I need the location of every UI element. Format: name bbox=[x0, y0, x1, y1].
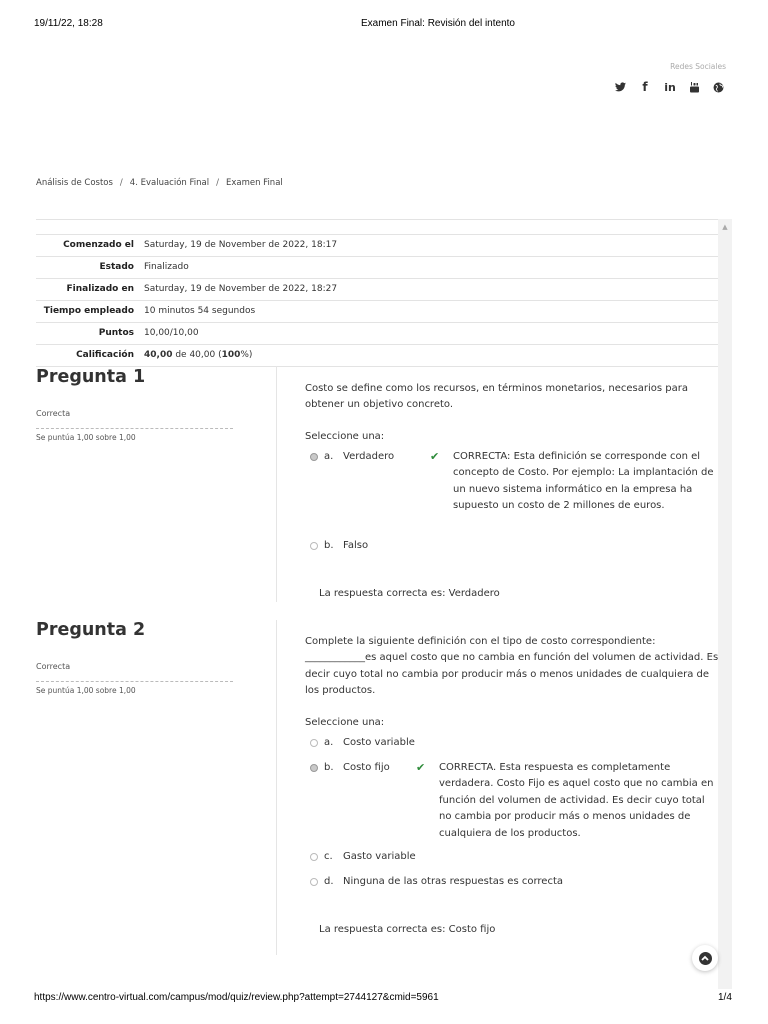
option-letter: a. bbox=[324, 451, 334, 462]
option-letter: b. bbox=[324, 540, 334, 551]
answer-option[interactable] bbox=[310, 735, 415, 751]
summary-row bbox=[36, 257, 718, 279]
breadcrumb-quiz[interactable]: Examen Final bbox=[225, 178, 283, 188]
grade-percent: 100 bbox=[221, 350, 241, 360]
option-letter: b. bbox=[324, 762, 334, 773]
option-feedback: CORRECTA: Esta definición se corresponde con el concepto de Costo. Por ejemplo: La implantación de un nuevo sistema informático en la empresa ha supuesto un costo de 2 millones de euros. bbox=[453, 451, 714, 512]
summary-row bbox=[36, 279, 718, 301]
breadcrumb-separator: / bbox=[119, 178, 123, 188]
question-title: Pregunta 2 bbox=[36, 620, 146, 640]
question-prompt: Seleccione una: bbox=[305, 717, 385, 728]
summary-value: 10,00/10,00 bbox=[144, 328, 199, 338]
print-url: https://www.centro-virtual.com/campus/mod/quiz/review.php?attempt=2744127&cmid=5961 bbox=[34, 992, 439, 1003]
social-links bbox=[615, 80, 724, 94]
radio-button[interactable] bbox=[310, 853, 318, 861]
correct-answer-text: La respuesta correcta es: Verdadero bbox=[319, 588, 500, 599]
grade-suffix: %) bbox=[240, 350, 253, 360]
question-prompt: Seleccione una: bbox=[305, 431, 385, 442]
breadcrumb bbox=[36, 178, 283, 188]
question-grade: Se puntúa 1,00 sobre 1,00 bbox=[36, 428, 233, 442]
question-text: Complete la siguiente definición con el tipo de costo correspondiente: ____________es aquel costo que no cambia en función del volumen de actividad. Es decir cuyo total no cambia por producir más o menos unidades de cualquiera de los productos. bbox=[305, 636, 719, 697]
summary-label: Estado bbox=[99, 262, 134, 272]
question-text: Costo se define como los recursos, en términos monetarios, necesarios para obtener un objetivo concreto. bbox=[305, 383, 688, 411]
print-title: Examen Final: Revisión del intento bbox=[361, 18, 515, 29]
summary-value: Saturday, 19 de November de 2022, 18:17 bbox=[144, 240, 338, 250]
breadcrumb-course[interactable]: Análisis de Costos bbox=[36, 178, 113, 188]
facebook-icon[interactable]: f bbox=[642, 80, 648, 94]
summary-grade-value bbox=[140, 345, 718, 367]
summary-row bbox=[36, 323, 718, 345]
summary-label: Puntos bbox=[98, 328, 134, 338]
option-letter: d. bbox=[324, 876, 334, 887]
breadcrumb-separator: / bbox=[216, 178, 219, 188]
top-divider bbox=[36, 219, 718, 220]
summary-value: Saturday, 19 de November de 2022, 18:27 bbox=[144, 284, 338, 294]
summary-label: Tiempo empleado bbox=[43, 306, 134, 316]
option-label: Verdadero bbox=[343, 451, 395, 462]
option-label: Falso bbox=[343, 540, 369, 551]
option-letter: c. bbox=[324, 851, 333, 862]
summary-row bbox=[36, 301, 718, 323]
summary-row bbox=[36, 235, 718, 257]
check-icon: ✔ bbox=[416, 761, 426, 774]
option-label: Costo fijo bbox=[343, 762, 390, 773]
summary-label: Finalizado en bbox=[66, 284, 134, 294]
social-label: Redes Sociales bbox=[670, 62, 726, 71]
option-feedback: CORRECTA. Esta respuesta es completamente verdadera. Costo Fijo es aquel costo que no cambia en función del volumen de actividad. Es decir cuyo total no cambia por producir más o menos unidades de cualquiera de los productos. bbox=[439, 762, 714, 839]
linkedin-icon[interactable]: in bbox=[664, 80, 676, 94]
print-page-number: 1/4 bbox=[718, 992, 732, 1003]
chevron-up-icon bbox=[699, 952, 712, 965]
question-grade: Se puntúa 1,00 sobre 1,00 bbox=[36, 681, 233, 695]
summary-value: Finalizado bbox=[144, 262, 189, 272]
option-label: Gasto variable bbox=[343, 851, 416, 862]
twitter-icon[interactable] bbox=[615, 82, 626, 92]
correct-answer-text: La respuesta correcta es: Costo fijo bbox=[319, 924, 496, 935]
answer-option[interactable] bbox=[310, 538, 368, 554]
youtube-icon[interactable] bbox=[689, 81, 700, 93]
grade-middle: de 40,00 ( bbox=[172, 350, 222, 360]
print-datetime: 19/11/22, 18:28 bbox=[34, 18, 103, 29]
question-state: Correcta bbox=[36, 409, 71, 418]
summary-label: Comenzado el bbox=[63, 240, 134, 250]
question-divider bbox=[276, 366, 277, 602]
option-label: Costo variable bbox=[343, 737, 415, 748]
radio-button[interactable] bbox=[310, 739, 318, 747]
radio-button-selected[interactable] bbox=[310, 453, 318, 461]
grade-score: 40,00 bbox=[144, 350, 173, 360]
answer-option[interactable] bbox=[310, 449, 715, 515]
summary-label: Calificación bbox=[76, 350, 134, 360]
option-label: Ninguna de las otras respuestas es correcta bbox=[343, 876, 563, 887]
scrollbar[interactable] bbox=[718, 219, 732, 989]
radio-button-selected[interactable] bbox=[310, 764, 318, 772]
scroll-up-arrow-icon[interactable]: ▲ bbox=[722, 223, 728, 231]
check-icon: ✔ bbox=[430, 450, 440, 463]
option-letter: a. bbox=[324, 737, 334, 748]
question-state: Correcta bbox=[36, 662, 71, 671]
globe-icon[interactable] bbox=[713, 82, 724, 93]
breadcrumb-section[interactable]: 4. Evaluación Final bbox=[129, 178, 210, 188]
question-divider bbox=[276, 620, 277, 955]
scroll-to-top-button[interactable] bbox=[692, 945, 718, 971]
question-title: Pregunta 1 bbox=[36, 367, 146, 387]
summary-row bbox=[36, 345, 718, 367]
attempt-summary-table bbox=[36, 234, 718, 367]
answer-option[interactable] bbox=[310, 849, 416, 865]
summary-value: 10 minutos 54 segundos bbox=[144, 306, 256, 316]
radio-button[interactable] bbox=[310, 542, 318, 550]
answer-option[interactable] bbox=[310, 760, 715, 842]
radio-button[interactable] bbox=[310, 878, 318, 886]
answer-option[interactable] bbox=[310, 874, 563, 890]
